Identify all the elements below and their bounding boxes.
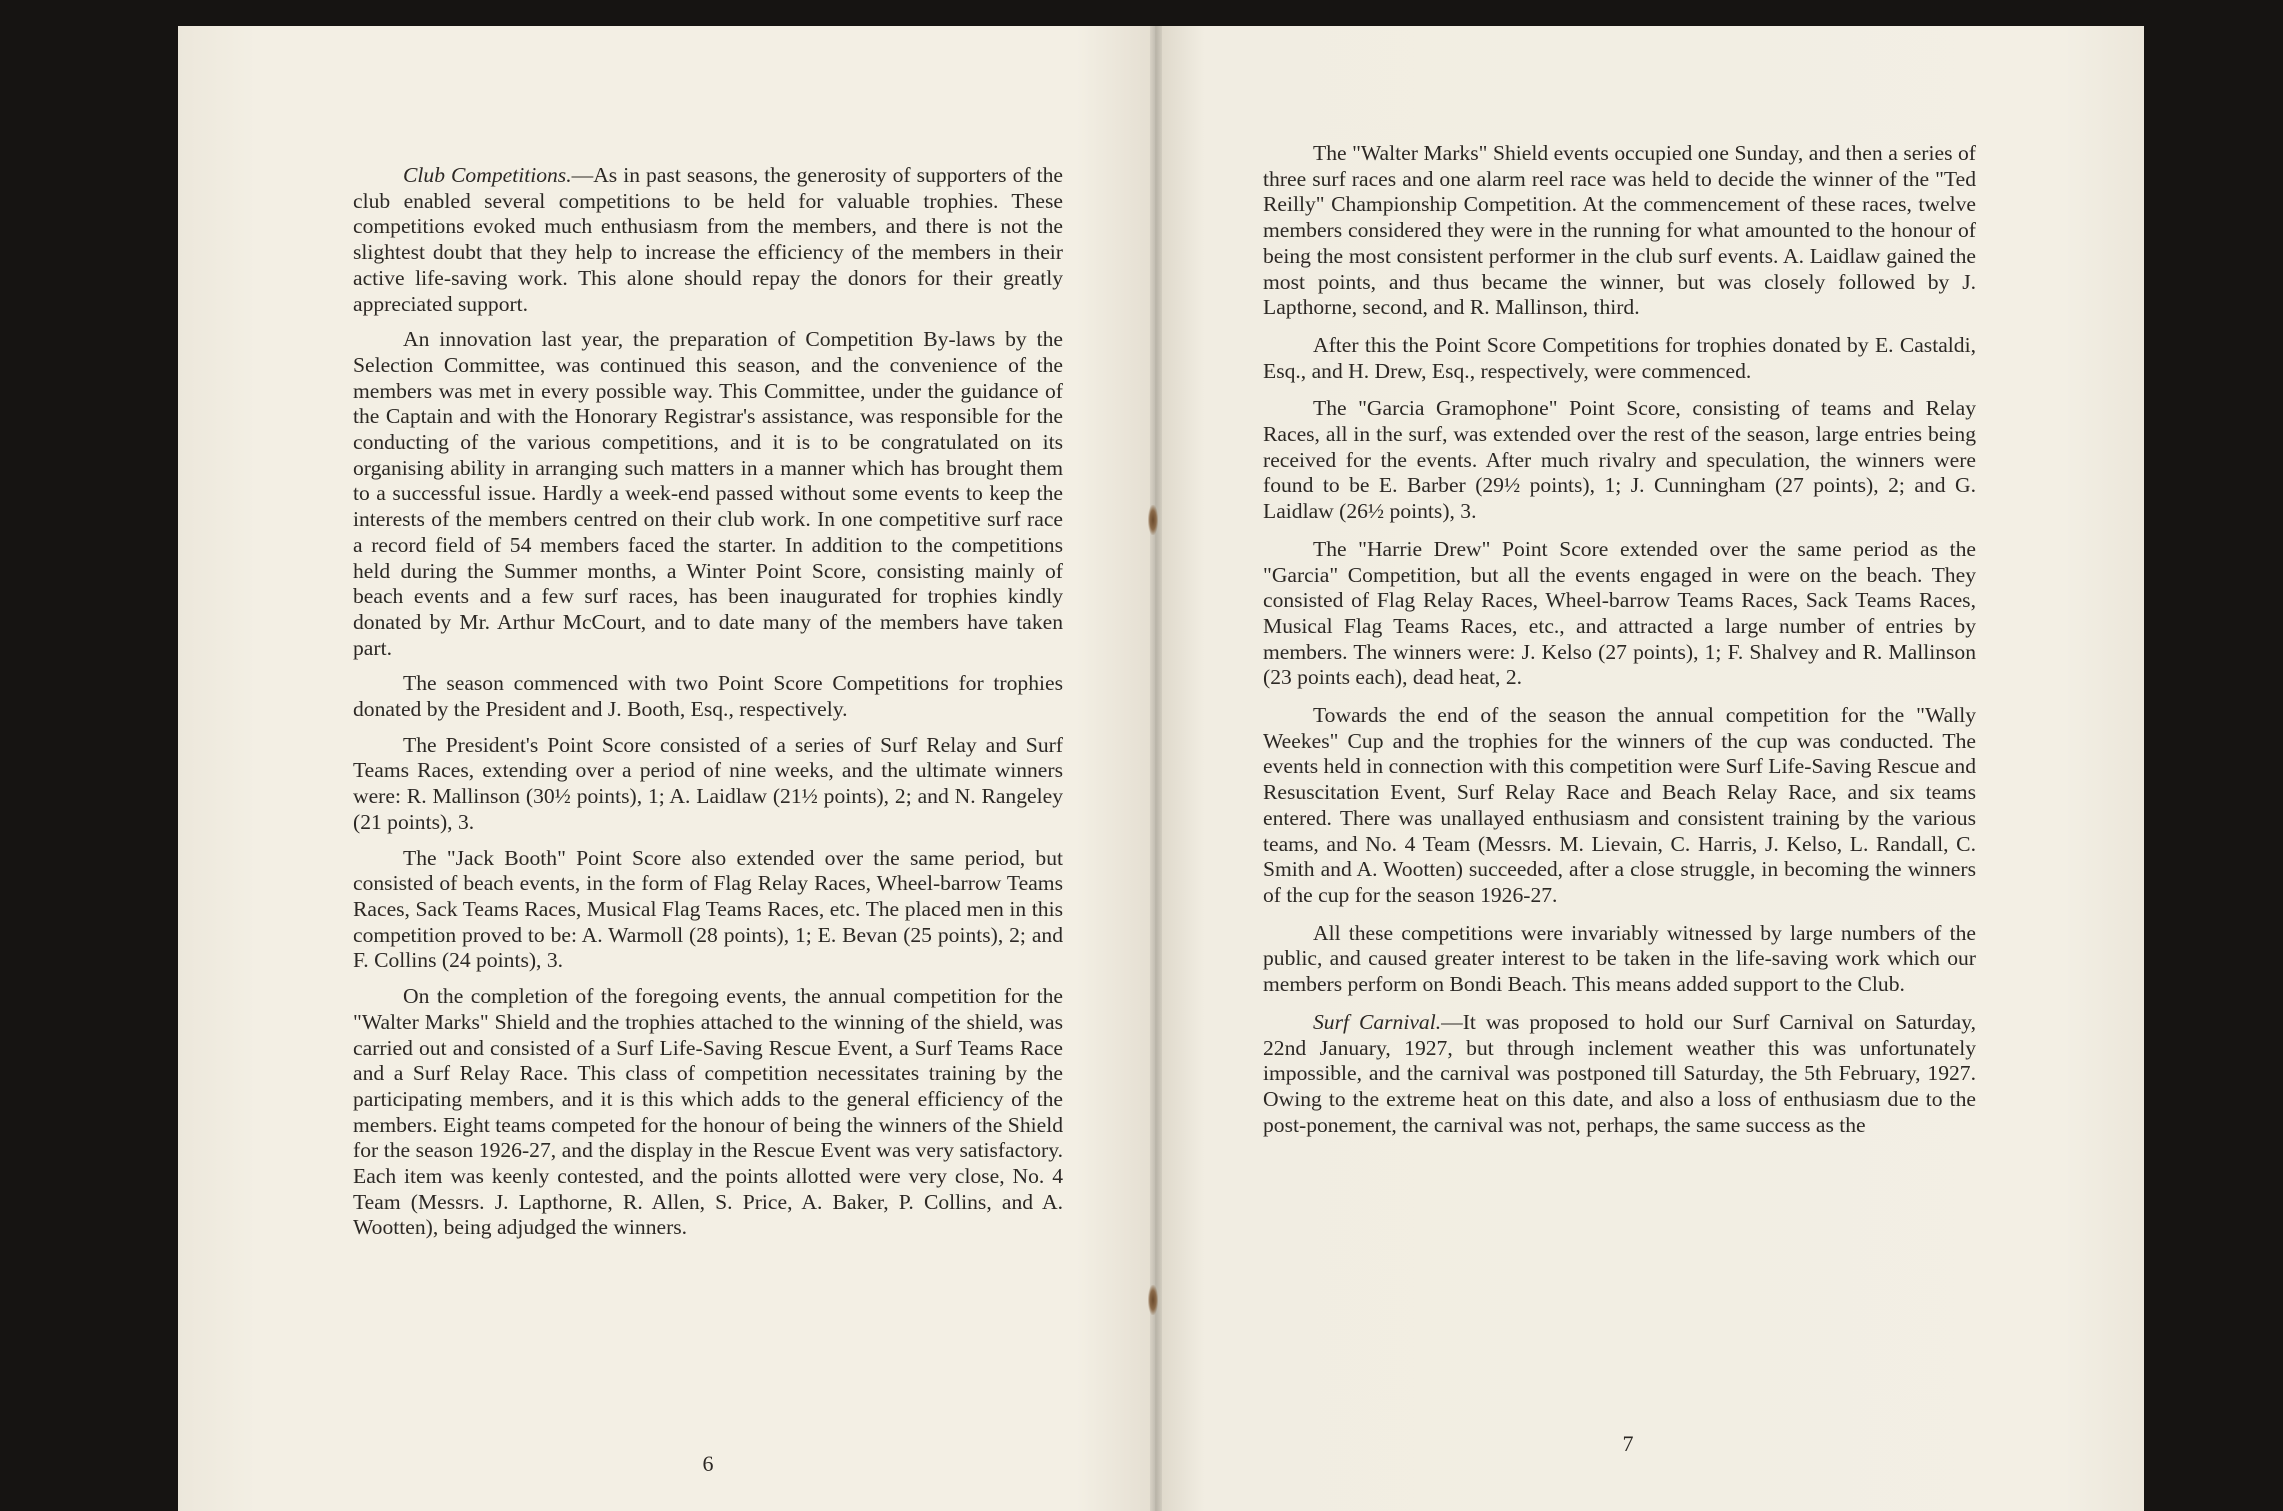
paragraph-garcia-gramophone: The "Garcia Gramophone" Point Score, consisting of teams and Relay Races, all in the surf, was extended over the rest of the season, large entries being received for the events. After much rivalry and speculation, the winners were found to be E. Barber (29½ points), 1; J. Cunningham (27 points), 2; and G. Laidlaw (26½ points), 3. bbox=[1263, 396, 1976, 524]
paragraph-jack-booth-point-score: The "Jack Booth" Point Score also extended over the same period, but consisted of beach events, in the form of Flag Relay Races, Wheel-barrow Teams Races, Sack Teams Races, Musical Flag Teams Races, etc. The placed men in this competition proved to be: A. Warmoll (28 points), 1; E. Bevan (25 points), 2; and F. Collins (24 points), 3. bbox=[353, 845, 1063, 973]
paragraph-surf-carnival bbox=[1263, 1010, 1976, 1139]
paragraph-walter-marks-shield: On the completion of the foregoing events, the annual competition for the "Walter Marks" Shield and the trophies attached to the winning of the shield, was carried out and consisted of a Surf Life-Saving Rescue Event, a Surf Teams Race and a Surf Relay Race. This class of competition necessitates training by the participating members, and it is this which adds to the general efficiency of the members. Eight teams competed for the honour of being the winners of the Shield for the season 1926-27, and the display in the Rescue Event was very satisfactory. Each item was keenly contested, and the points allotted were very close, No. 4 Team (Messrs. J. Lapthorne, R. Allen, S. Price, A. Baker, P. Collins, and A. Wootten), being adjudged the winners. bbox=[353, 984, 1063, 1240]
right-page-body bbox=[1263, 141, 1976, 1138]
section-heading-surf-carnival: Surf Carnival. bbox=[1313, 1009, 1442, 1034]
right-page bbox=[1155, 26, 2144, 1511]
paragraph-text: —It was proposed to hold our Surf Carnival on Saturday, 22nd January, 1927, but through inclement weather this was unfortunately impossible, and the carnival was postponed till Saturday, the 5th February, 1927. Owing to the extreme heat on this date, and also a loss of enthusiasm due to the post-ponement, the carnival was not, perhaps, the same success as the bbox=[1263, 1009, 1976, 1137]
left-page-body bbox=[353, 163, 1063, 1241]
section-heading-club-competitions: Club Competitions. bbox=[403, 163, 572, 187]
staple-mark bbox=[1148, 505, 1158, 535]
paragraph-season-commenced: The season commenced with two Point Score Competitions for trophies donated by the President and J. Booth, Esq., respectively. bbox=[353, 671, 1063, 722]
staple-mark bbox=[1148, 1285, 1158, 1315]
left-page bbox=[178, 26, 1155, 1511]
paragraph-walter-marks-events: The "Walter Marks" Shield events occupied one Sunday, and then a series of three surf races and one alarm reel race was held to decide the winner of the "Ted Reilly" Championship Competition. At the commencement of these races, twelve members considered they were in the running for what amounted to the honour of being the most consistent performer in the club surf events. A. Laidlaw gained the most points, and thus became the winner, but was closely followed by J. Lapthorne, second, and R. Mallinson, third. bbox=[1263, 141, 1976, 320]
paragraph-castaldi-drew: After this the Point Score Competitions for trophies donated by E. Castaldi, Esq., and H. Drew, Esq., respectively, were commenced. bbox=[1263, 332, 1976, 383]
paragraph-public-interest: All these competitions were invariably witnessed by large numbers of the public, and caused greater interest to be taken in the life-saving work which our members perform on Bondi Beach. This means added support to the Club. bbox=[1263, 920, 1976, 997]
paragraph-presidents-point-score: The President's Point Score consisted of a series of Surf Relay and Surf Teams Races, extending over a period of nine weeks, and the ultimate winners were: R. Mallinson (30½ points), 1; A. Laidlaw (21½ points), 2; and N. Rangeley (21 points), 3. bbox=[353, 732, 1063, 834]
paragraph-club-competitions bbox=[353, 163, 1063, 317]
paragraph-harrie-drew: The "Harrie Drew" Point Score extended over the same period as the "Garcia" Competition, but all the events engaged in were on the beach. They consisted of Flag Relay Races, Wheel-barrow Teams Races, Sack Teams Races, Musical Flag Teams Races, etc., and attracted a large number of entries by members. The winners were: J. Kelso (27 points), 1; F. Shalvey and R. Mallinson (23 points each), dead heat, 2. bbox=[1263, 536, 1976, 690]
page-number-left: 6 bbox=[702, 1451, 714, 1476]
paragraph-text: —As in past seasons, the generosity of supporters of the club enabled several competitions to be held for valuable trophies. These competitions evoked much enthusiasm from the members, and there is not the slightest doubt that they help to increase the efficiency of the members in their active life-saving work. This alone should repay the donors for their greatly appreciated support. bbox=[353, 163, 1063, 316]
page-number-right: 7 bbox=[1622, 1431, 1634, 1456]
paragraph-wally-weekes-cup: Towards the end of the season the annual competition for the "Wally Weekes" Cup and the trophies for the winners of the cup was conducted. The events held in connection with this competition were Surf Life-Saving Rescue and Resuscitation Event, Surf Relay Race and Beach Relay Race, and six teams entered. There was unallayed enthusiasm and consistent training by the various teams, and No. 4 Team (Messrs. M. Lievain, C. Harris, J. Kelso, L. Randall, C. Smith and A. Wootten) succeeded, after a close struggle, in becoming the winners of the cup for the season 1926-27. bbox=[1263, 703, 1976, 907]
paragraph-innovation: An innovation last year, the preparation of Competition By-laws by the Selection Committee, was continued this season, and the convenience of the members was met in every possible way. This Committee, under the guidance of the Captain and with the Honorary Registrar's assistance, was responsible for the conducting of the various competitions, and it is to be congratulated on its organising ability in arranging such matters in a manner which has brought them to a successful issue. Hardly a week-end passed without some events to keep the interests of the members centred on their club work. In one competitive surf race a record field of 54 members faced the starter. In addition to the competitions held during the Summer months, a Winter Point Score, consisting mainly of beach events and a few surf races, has been inaugurated for trophies kindly donated by Mr. Arthur McCourt, and to date many of the members have taken part. bbox=[353, 327, 1063, 660]
